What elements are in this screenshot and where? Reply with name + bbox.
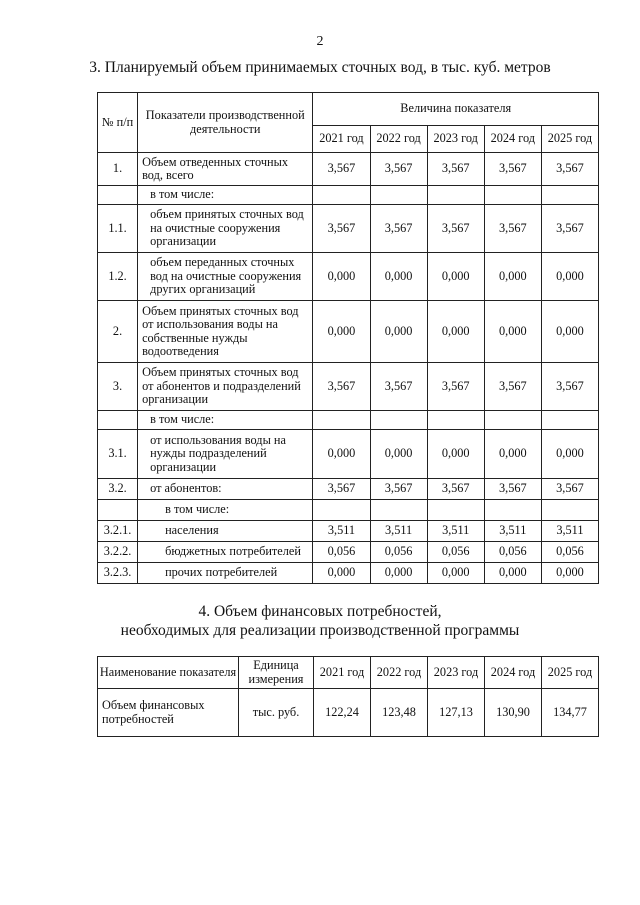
row-value: 3,567 xyxy=(484,363,541,411)
table-row xyxy=(98,563,599,584)
row-value: 130,90 xyxy=(485,689,542,737)
financial-needs-table xyxy=(97,656,599,737)
row-value xyxy=(370,186,427,205)
row-name: прочих потребителей xyxy=(138,563,313,584)
row-value: 3,511 xyxy=(541,521,598,542)
header-year: 2025 год xyxy=(542,657,599,689)
page-number: 2 xyxy=(316,34,324,49)
row-value: 0,056 xyxy=(313,542,370,563)
row-value xyxy=(541,411,598,430)
row-value xyxy=(313,186,370,205)
row-value: 3,567 xyxy=(427,363,484,411)
row-value: 3,567 xyxy=(484,479,541,500)
section4-heading-line2: необходимых для реализации производственной программы xyxy=(120,622,520,639)
row-value: 3,567 xyxy=(313,479,370,500)
row-value: 0,000 xyxy=(313,430,370,479)
header-year: 2024 год xyxy=(485,657,542,689)
row-value xyxy=(484,186,541,205)
row-value: 3,511 xyxy=(313,521,370,542)
header-unit: Единица измерения xyxy=(239,657,314,689)
row-value: 3,567 xyxy=(484,153,541,186)
row-value: 123,48 xyxy=(371,689,428,737)
row-value xyxy=(541,500,598,521)
row-num: 1.1. xyxy=(98,205,138,253)
header-name: Наименование показателя xyxy=(98,657,239,689)
row-num xyxy=(98,411,138,430)
row-num: 1.2. xyxy=(98,253,138,301)
table-row xyxy=(98,430,599,479)
section4-heading xyxy=(0,602,640,640)
header-year: 2021 год xyxy=(314,657,371,689)
header-year: 2022 год xyxy=(370,126,427,153)
table-row xyxy=(98,205,599,253)
row-value: 0,056 xyxy=(370,542,427,563)
row-value xyxy=(427,186,484,205)
row-value: 0,000 xyxy=(427,301,484,363)
table-row xyxy=(98,253,599,301)
row-value: 0,000 xyxy=(313,253,370,301)
row-value: 3,567 xyxy=(427,479,484,500)
table-row xyxy=(98,689,599,737)
row-name: в том числе: xyxy=(138,500,313,521)
table-row xyxy=(98,542,599,563)
row-num: 3.1. xyxy=(98,430,138,479)
row-value: 3,511 xyxy=(370,521,427,542)
row-value: 3,567 xyxy=(370,153,427,186)
table-row xyxy=(98,500,599,521)
row-value: 0,000 xyxy=(370,301,427,363)
row-name: от абонентов: xyxy=(138,479,313,500)
row-num xyxy=(98,500,138,521)
row-value: 0,000 xyxy=(370,563,427,584)
row-value: 0,000 xyxy=(541,253,598,301)
header-year: 2023 год xyxy=(427,126,484,153)
row-value: 134,77 xyxy=(542,689,599,737)
row-value xyxy=(370,411,427,430)
row-value: 3,567 xyxy=(370,363,427,411)
row-name: объем переданных сточных вод на очистные сооружения других организаций xyxy=(138,253,313,301)
row-value: 3,511 xyxy=(484,521,541,542)
row-value xyxy=(541,186,598,205)
row-num: 3.2.1. xyxy=(98,521,138,542)
row-value: 3,567 xyxy=(427,205,484,253)
row-value xyxy=(484,500,541,521)
row-name: Объем отведенных сточных вод, всего xyxy=(138,153,313,186)
row-name: населения xyxy=(138,521,313,542)
row-value: 3,567 xyxy=(541,479,598,500)
row-name: в том числе: xyxy=(138,186,313,205)
row-unit: тыс. руб. xyxy=(239,689,314,737)
row-value: 3,567 xyxy=(313,153,370,186)
row-value: 122,24 xyxy=(314,689,371,737)
row-value xyxy=(427,411,484,430)
row-value xyxy=(370,500,427,521)
row-name: Объем принятых сточных вод от использования воды на собственные нужды водоотведения xyxy=(138,301,313,363)
row-value: 0,000 xyxy=(313,563,370,584)
row-num: 3.2.3. xyxy=(98,563,138,584)
row-value xyxy=(427,500,484,521)
row-value: 3,567 xyxy=(541,363,598,411)
row-value: 0,056 xyxy=(484,542,541,563)
row-value xyxy=(313,500,370,521)
row-value xyxy=(484,411,541,430)
table-row xyxy=(98,153,599,186)
header-num: № п/п xyxy=(98,93,138,153)
row-value: 3,567 xyxy=(313,363,370,411)
row-value xyxy=(313,411,370,430)
header-indicator: Показатели производственной деятельности xyxy=(138,93,313,153)
row-value: 0,000 xyxy=(427,430,484,479)
row-value: 3,567 xyxy=(427,153,484,186)
row-name: объем принятых сточных вод на очистные сооружения организации xyxy=(138,205,313,253)
row-name: Объем финансовых потребностей xyxy=(98,689,239,737)
table-row xyxy=(98,521,599,542)
row-value: 0,000 xyxy=(427,253,484,301)
row-name: в том числе: xyxy=(138,411,313,430)
row-value: 127,13 xyxy=(428,689,485,737)
row-value: 3,567 xyxy=(541,205,598,253)
row-value: 0,000 xyxy=(541,430,598,479)
row-num: 3.2. xyxy=(98,479,138,500)
row-value: 3,511 xyxy=(427,521,484,542)
row-value: 0,000 xyxy=(370,253,427,301)
row-value: 3,567 xyxy=(370,205,427,253)
header-year: 2021 год xyxy=(313,126,370,153)
row-value: 3,567 xyxy=(541,153,598,186)
row-name: бюджетных потребителей xyxy=(138,542,313,563)
row-value: 0,000 xyxy=(484,563,541,584)
row-num: 3. xyxy=(98,363,138,411)
row-value: 3,567 xyxy=(313,205,370,253)
row-num xyxy=(98,186,138,205)
row-name: от использования воды на нужды подразделений организации xyxy=(138,430,313,479)
table-row xyxy=(98,411,599,430)
row-num: 3.2.2. xyxy=(98,542,138,563)
row-value: 3,567 xyxy=(370,479,427,500)
row-value: 0,000 xyxy=(427,563,484,584)
table-row xyxy=(98,186,599,205)
wastewater-volume-table xyxy=(97,92,599,584)
section3-heading: 3. Планируемый объем принимаемых сточных вод, в тыс. куб. метров xyxy=(89,59,551,76)
header-value-group: Величина показателя xyxy=(313,93,599,126)
row-num: 1. xyxy=(98,153,138,186)
header-year: 2023 год xyxy=(428,657,485,689)
table-row xyxy=(98,301,599,363)
row-value: 0,000 xyxy=(484,253,541,301)
row-value: 0,000 xyxy=(370,430,427,479)
table-row xyxy=(98,479,599,500)
table-row xyxy=(98,363,599,411)
section4-heading-line1: 4. Объем финансовых потребностей, xyxy=(198,603,442,620)
row-value: 0,056 xyxy=(427,542,484,563)
row-value: 0,000 xyxy=(541,563,598,584)
row-value: 0,000 xyxy=(541,301,598,363)
header-year: 2024 год xyxy=(484,126,541,153)
header-year: 2022 год xyxy=(371,657,428,689)
header-year: 2025 год xyxy=(541,126,598,153)
row-value: 0,000 xyxy=(313,301,370,363)
row-num: 2. xyxy=(98,301,138,363)
row-value: 3,567 xyxy=(484,205,541,253)
row-value: 0,056 xyxy=(541,542,598,563)
row-name: Объем принятых сточных вод от абонентов и подразделений организации xyxy=(138,363,313,411)
row-value: 0,000 xyxy=(484,430,541,479)
row-value: 0,000 xyxy=(484,301,541,363)
